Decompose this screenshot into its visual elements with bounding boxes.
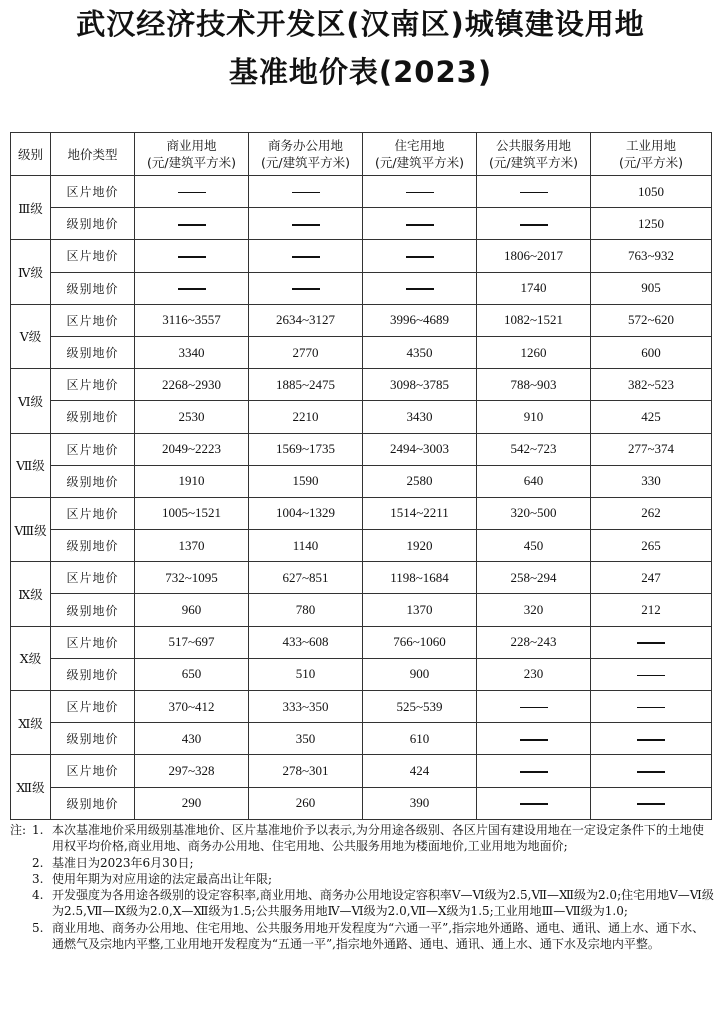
price-type-cell: 级别地价 xyxy=(51,787,135,819)
price-cell xyxy=(363,240,477,272)
level-cell: Ⅸ级 xyxy=(11,562,51,626)
price-cell: 900 xyxy=(363,658,477,690)
price-cell: 350 xyxy=(249,723,363,755)
price-cell: 1140 xyxy=(249,530,363,562)
table-row xyxy=(11,240,712,272)
notes-prefix: 注: xyxy=(10,823,27,837)
price-type-cell: 区片地价 xyxy=(51,433,135,465)
price-cell: 262 xyxy=(591,497,712,529)
price-type-cell: 级别地价 xyxy=(51,272,135,304)
table-row xyxy=(11,465,712,497)
price-cell: 1806~2017 xyxy=(477,240,591,272)
price-cell: 640 xyxy=(477,465,591,497)
price-cell xyxy=(249,272,363,304)
price-cell: 2770 xyxy=(249,336,363,368)
price-cell: 572~620 xyxy=(591,304,712,336)
price-cell: 228~243 xyxy=(477,626,591,658)
price-cell: 2580 xyxy=(363,465,477,497)
price-type-cell: 区片地价 xyxy=(51,369,135,401)
price-cell: 517~697 xyxy=(135,626,249,658)
price-type-cell: 级别地价 xyxy=(51,336,135,368)
table-row xyxy=(11,336,712,368)
table-row xyxy=(11,208,712,240)
price-type-cell: 区片地价 xyxy=(51,497,135,529)
table-row xyxy=(11,787,712,819)
header-industrial: 工业用地 (元/平方米) xyxy=(591,133,712,176)
table-header-row xyxy=(11,133,712,176)
dash-mark xyxy=(178,192,206,194)
price-cell: 212 xyxy=(591,594,712,626)
note-number: 2. xyxy=(32,855,44,870)
price-cell: 230 xyxy=(477,658,591,690)
price-cell: 330 xyxy=(591,465,712,497)
price-cell: 247 xyxy=(591,562,712,594)
table-row xyxy=(11,658,712,690)
note-text: 本次基准地价采用级别基准地价、区片基准地价予以表示,为分用途各级别、各区片国有建设用地在一定设定条件下的土地使用权平均价格,商业用地、商务办公用地、住宅用地、公共服务用地为楼面地价,工业用地为地面价; xyxy=(52,823,704,854)
dash-mark xyxy=(406,288,434,290)
dash-mark xyxy=(520,192,548,194)
dash-mark xyxy=(520,771,548,773)
price-cell xyxy=(591,626,712,658)
table-row xyxy=(11,626,712,658)
price-type-cell: 区片地价 xyxy=(51,626,135,658)
table-row xyxy=(11,369,712,401)
price-cell xyxy=(591,658,712,690)
level-cell: Ⅶ级 xyxy=(11,433,51,497)
table-row xyxy=(11,530,712,562)
header-level: 级别 xyxy=(11,133,51,176)
header-commercial: 商业用地 (元/建筑平方米) xyxy=(135,133,249,176)
price-cell xyxy=(135,240,249,272)
price-cell xyxy=(477,723,591,755)
price-cell: 290 xyxy=(135,787,249,819)
price-cell: 1250 xyxy=(591,208,712,240)
price-cell: 333~350 xyxy=(249,691,363,723)
price-cell: 510 xyxy=(249,658,363,690)
level-cell: Ⅲ级 xyxy=(11,176,51,240)
price-cell: 2210 xyxy=(249,401,363,433)
price-cell: 788~903 xyxy=(477,369,591,401)
note-item xyxy=(10,871,714,887)
level-cell: Ⅵ级 xyxy=(11,369,51,433)
price-cell: 2634~3127 xyxy=(249,304,363,336)
dash-mark xyxy=(292,288,320,290)
price-cell: 390 xyxy=(363,787,477,819)
level-cell: Ⅹ级 xyxy=(11,626,51,690)
table-row xyxy=(11,594,712,626)
table-row xyxy=(11,401,712,433)
header-type: 地价类型 xyxy=(51,133,135,176)
note-item xyxy=(10,920,714,953)
price-cell: 1005~1521 xyxy=(135,497,249,529)
note-number: 4. xyxy=(32,888,44,903)
dash-mark xyxy=(520,739,548,741)
price-cell: 382~523 xyxy=(591,369,712,401)
price-cell: 258~294 xyxy=(477,562,591,594)
table-row xyxy=(11,433,712,465)
price-cell: 627~851 xyxy=(249,562,363,594)
price-cell: 525~539 xyxy=(363,691,477,723)
price-cell: 297~328 xyxy=(135,755,249,787)
price-type-cell: 区片地价 xyxy=(51,304,135,336)
table-row xyxy=(11,497,712,529)
level-cell: Ⅷ级 xyxy=(11,497,51,561)
price-cell: 1050 xyxy=(591,176,712,208)
price-cell: 1198~1684 xyxy=(363,562,477,594)
price-type-cell: 级别地价 xyxy=(51,723,135,755)
price-cell xyxy=(135,176,249,208)
price-cell: 450 xyxy=(477,530,591,562)
price-cell xyxy=(363,272,477,304)
dash-mark xyxy=(178,224,206,226)
price-cell: 3340 xyxy=(135,336,249,368)
header-office: 商务办公用地 (元/建筑平方米) xyxy=(249,133,363,176)
price-cell: 2268~2930 xyxy=(135,369,249,401)
table-row xyxy=(11,304,712,336)
notes-section xyxy=(10,822,714,952)
dash-mark xyxy=(406,256,434,258)
note-text: 商业用地、商务办公用地、住宅用地、公共服务用地开发程度为“六通一平”,指宗地外通路、通电、通讯、通上水、通下水、通燃气及宗地内平整,工业用地开发程度为“五通一平”,指宗地外通路、通电、通讯、通上水、通下水及宗地内平整。 xyxy=(52,920,705,952)
page-title-line-2: 基准地价表(2023) xyxy=(228,55,493,89)
dash-mark xyxy=(637,675,665,677)
table-row xyxy=(11,723,712,755)
price-cell: 3996~4689 xyxy=(363,304,477,336)
dash-mark xyxy=(178,288,206,290)
dash-mark xyxy=(637,803,665,805)
price-type-cell: 级别地价 xyxy=(51,594,135,626)
price-cell xyxy=(477,208,591,240)
price-type-cell: 区片地价 xyxy=(51,240,135,272)
price-cell: 1514~2211 xyxy=(363,497,477,529)
price-cell: 650 xyxy=(135,658,249,690)
land-price-table xyxy=(10,132,712,820)
price-type-cell: 级别地价 xyxy=(51,530,135,562)
price-cell xyxy=(363,176,477,208)
price-cell: 433~608 xyxy=(249,626,363,658)
dash-mark xyxy=(637,739,665,741)
price-type-cell: 级别地价 xyxy=(51,658,135,690)
price-cell: 1370 xyxy=(363,594,477,626)
table-row xyxy=(11,755,712,787)
price-type-cell: 级别地价 xyxy=(51,465,135,497)
table-row xyxy=(11,272,712,304)
dash-mark xyxy=(292,192,320,194)
price-cell: 732~1095 xyxy=(135,562,249,594)
price-cell: 424 xyxy=(363,755,477,787)
price-cell xyxy=(249,176,363,208)
note-number: 5. xyxy=(32,920,44,935)
note-text: 开发强度为各用途各级别的设定容积率,商业用地、商务办公用地设定容积率Ⅴ—Ⅵ级为2.5,Ⅶ—Ⅻ级为2.0;住宅用地Ⅴ—Ⅵ级为2.5,Ⅶ—Ⅸ级为2.0,Ⅹ—Ⅻ级为1.5;公共服务用地Ⅳ—Ⅵ级为2.0,Ⅶ—Ⅹ级为1.5;工业用地Ⅲ—Ⅶ级为1.0; xyxy=(52,888,714,919)
price-cell: 1370 xyxy=(135,530,249,562)
price-cell xyxy=(591,755,712,787)
price-cell xyxy=(249,240,363,272)
price-cell xyxy=(135,208,249,240)
note-item xyxy=(10,887,714,920)
note-item xyxy=(10,855,714,871)
price-cell: 2530 xyxy=(135,401,249,433)
price-cell: 2049~2223 xyxy=(135,433,249,465)
table-row xyxy=(11,691,712,723)
dash-mark xyxy=(637,771,665,773)
price-type-cell: 区片地价 xyxy=(51,755,135,787)
price-cell: 1920 xyxy=(363,530,477,562)
header-residential: 住宅用地 (元/建筑平方米) xyxy=(363,133,477,176)
price-cell: 320 xyxy=(477,594,591,626)
dash-mark xyxy=(520,803,548,805)
note-item xyxy=(10,822,714,855)
price-cell: 1885~2475 xyxy=(249,369,363,401)
table-row xyxy=(11,176,712,208)
price-cell: 1740 xyxy=(477,272,591,304)
price-cell: 910 xyxy=(477,401,591,433)
price-cell: 265 xyxy=(591,530,712,562)
price-cell: 1910 xyxy=(135,465,249,497)
price-cell: 4350 xyxy=(363,336,477,368)
note-number: 1. xyxy=(32,823,44,837)
dash-mark xyxy=(178,256,206,258)
price-cell: 1260 xyxy=(477,336,591,368)
level-cell: Ⅻ级 xyxy=(11,755,51,819)
note-number: 3. xyxy=(32,871,44,886)
price-cell: 780 xyxy=(249,594,363,626)
price-cell: 425 xyxy=(591,401,712,433)
dash-mark xyxy=(406,192,434,194)
price-cell: 542~723 xyxy=(477,433,591,465)
price-cell: 960 xyxy=(135,594,249,626)
level-cell: Ⅴ级 xyxy=(11,304,51,368)
price-cell xyxy=(477,691,591,723)
price-cell: 3116~3557 xyxy=(135,304,249,336)
header-public: 公共服务用地 (元/建筑平方米) xyxy=(477,133,591,176)
level-cell: Ⅳ级 xyxy=(11,240,51,304)
price-cell xyxy=(249,208,363,240)
table-row xyxy=(11,562,712,594)
price-cell: 2494~3003 xyxy=(363,433,477,465)
price-cell: 3430 xyxy=(363,401,477,433)
price-cell xyxy=(135,272,249,304)
dash-mark xyxy=(637,707,665,709)
dash-mark xyxy=(520,224,548,226)
price-cell: 766~1060 xyxy=(363,626,477,658)
price-cell xyxy=(477,755,591,787)
price-type-cell: 区片地价 xyxy=(51,176,135,208)
price-type-cell: 区片地价 xyxy=(51,691,135,723)
price-cell: 3098~3785 xyxy=(363,369,477,401)
price-type-cell: 级别地价 xyxy=(51,401,135,433)
price-cell: 370~412 xyxy=(135,691,249,723)
price-cell xyxy=(591,723,712,755)
price-cell: 610 xyxy=(363,723,477,755)
price-cell: 260 xyxy=(249,787,363,819)
price-cell xyxy=(477,787,591,819)
dash-mark xyxy=(406,224,434,226)
price-cell: 320~500 xyxy=(477,497,591,529)
price-cell: 1082~1521 xyxy=(477,304,591,336)
note-text: 基准日为2023年6月30日; xyxy=(52,855,194,870)
price-cell: 277~374 xyxy=(591,433,712,465)
page-title-line-1: 武汉经济技术开发区(汉南区)城镇建设用地 xyxy=(76,7,645,41)
price-cell xyxy=(591,787,712,819)
price-type-cell: 级别地价 xyxy=(51,208,135,240)
price-cell xyxy=(591,691,712,723)
price-cell: 905 xyxy=(591,272,712,304)
price-cell: 1590 xyxy=(249,465,363,497)
price-cell: 430 xyxy=(135,723,249,755)
price-cell: 1569~1735 xyxy=(249,433,363,465)
level-cell: Ⅺ级 xyxy=(11,691,51,755)
price-cell: 278~301 xyxy=(249,755,363,787)
dash-mark xyxy=(520,707,548,709)
price-cell: 763~932 xyxy=(591,240,712,272)
price-cell xyxy=(477,176,591,208)
price-type-cell: 区片地价 xyxy=(51,562,135,594)
note-text: 使用年期为对应用途的法定最高出让年限; xyxy=(52,871,273,886)
dash-mark xyxy=(292,224,320,226)
price-cell xyxy=(363,208,477,240)
dash-mark xyxy=(637,642,665,644)
price-cell: 600 xyxy=(591,336,712,368)
price-cell: 1004~1329 xyxy=(249,497,363,529)
dash-mark xyxy=(292,256,320,258)
